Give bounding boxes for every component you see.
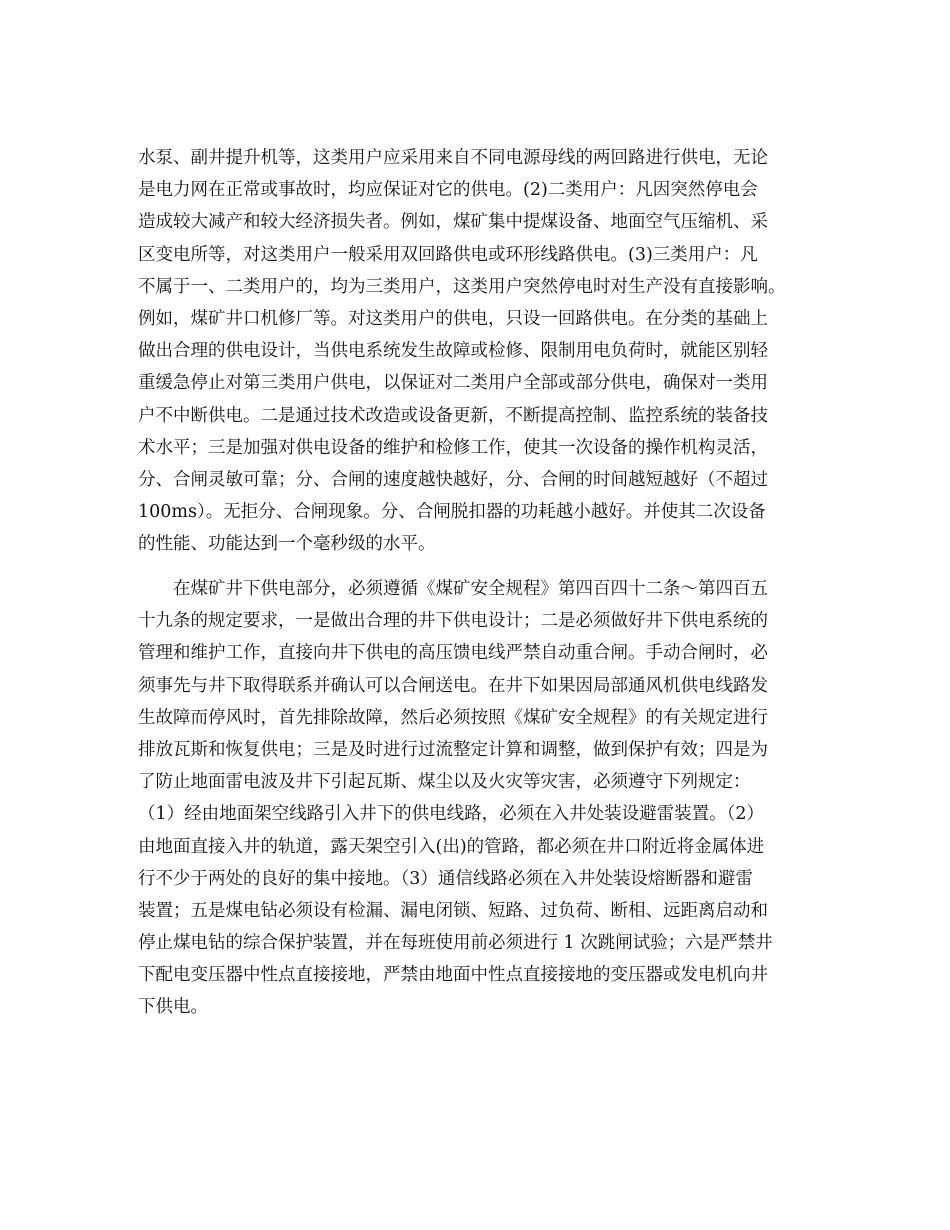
text-line: 水泵、副井提升机等，这类用户应采用来自不同电源母线的两回路进行供电，无论 (138, 148, 768, 168)
text-line: 须事先与井下取得联系并确认可以合闸送电。在井下如果因局部通风机供电线路发 (138, 675, 768, 696)
text-line: 由地面直接入井的轨道，露天架空引入(出)的管路，都必须在井口附近将金属体进 (138, 836, 765, 857)
text-line: 造成较大减产和较大经济损失者。例如，煤矿集中提煤设备、地面空气压缩机、采 (138, 212, 768, 233)
paragraph-underground-power-supply (138, 573, 818, 1024)
text-line: 术水平；三是加强对供电设备的维护和检修工作，使其一次设备的操作机构灵活， (138, 437, 768, 458)
text-line: 的性能、功能达到一个毫秒级的水平。 (138, 534, 436, 555)
text-line: 下供电。 (138, 997, 208, 1018)
text-line: 在煤矿井下供电部分，必须遵循《煤矿安全规程》第四百四十二条～第四百五 (138, 579, 768, 599)
text-line: 例如，煤矿井口机修厂等。对这类用户的供电，只设一回路供电。在分类的基础上 (138, 308, 768, 329)
text-line: 100ms）。无拒分、合闸现象。分、合闸脱扣器的功耗越小越好。并使其二次设备 (138, 502, 766, 523)
text-line: 管理和维护工作，直接向井下供电的高压馈电线严禁自动重合闸。手动合闸时，必 (138, 643, 768, 664)
text-line: 下配电变压器中性点直接接地，严禁由地面中性点直接接地的变压器或发电机向井 (138, 965, 768, 986)
text-line: 区变电所等，对这类用户一般采用双回路供电或环形线路供电。(3)三类用户：凡 (138, 244, 758, 265)
text-line: （1）经由地面架空线路引入井下的供电线路，必须在入井处装设避雷装置。（2） (138, 804, 765, 825)
text-line: 是电力网在正常或事故时，均应保证对它的供电。(2)二类用户：凡因突然停电会 (138, 180, 758, 201)
text-line: 生故障而停风时，首先排除故障，然后必须按照《煤矿安全规程》的有关规定进行 (138, 707, 768, 728)
paragraph-power-user-classes (138, 142, 818, 560)
text-line: 停止煤电钻的综合保护装置，并在每班使用前必须进行 1 次跳闸试验；六是严禁井 (138, 933, 773, 954)
text-line: 重缓急停止对第三类用户供电，以保证对二类用户全部或部分供电，确保对一类用 (138, 373, 768, 394)
text-line: 户不中断供电。二是通过技术改造或设备更新，不断提高控制、监控系统的装备技 (138, 405, 768, 426)
text-line: 做出合理的供电设计，当供电系统发生故障或检修、限制用电负荷时，就能区别轻 (138, 341, 768, 362)
text-line: 了防止地面雷电波及井下引起瓦斯、煤尘以及火灾等灾害，必须遵守下列规定： (138, 772, 751, 793)
text-line: 行不少于两处的良好的集中接地。（3）通信线路必须在入井处装设熔断器和避雷 (138, 868, 753, 889)
text-line: 装置；五是煤电钻必须设有检漏、漏电闭锁、短路、过负荷、断相、远距离启动和 (138, 900, 768, 921)
text-line: 十九条的规定要求，一是做出合理的井下供电设计；二是必须做好井下供电系统的 (138, 611, 768, 632)
text-line: 排放瓦斯和恢复供电；三是及时进行过流整定计算和调整，做到保护有效；四是为 (138, 739, 768, 760)
text-line: 不属于一、二类用户的，均为三类用户，这类用户突然停电时对生产没有直接影响。 (138, 276, 786, 297)
text-line: 分、合闸灵敏可靠；分、合闸的速度越快越好，分、合闸的时间越短越好（不超过 (138, 469, 768, 490)
